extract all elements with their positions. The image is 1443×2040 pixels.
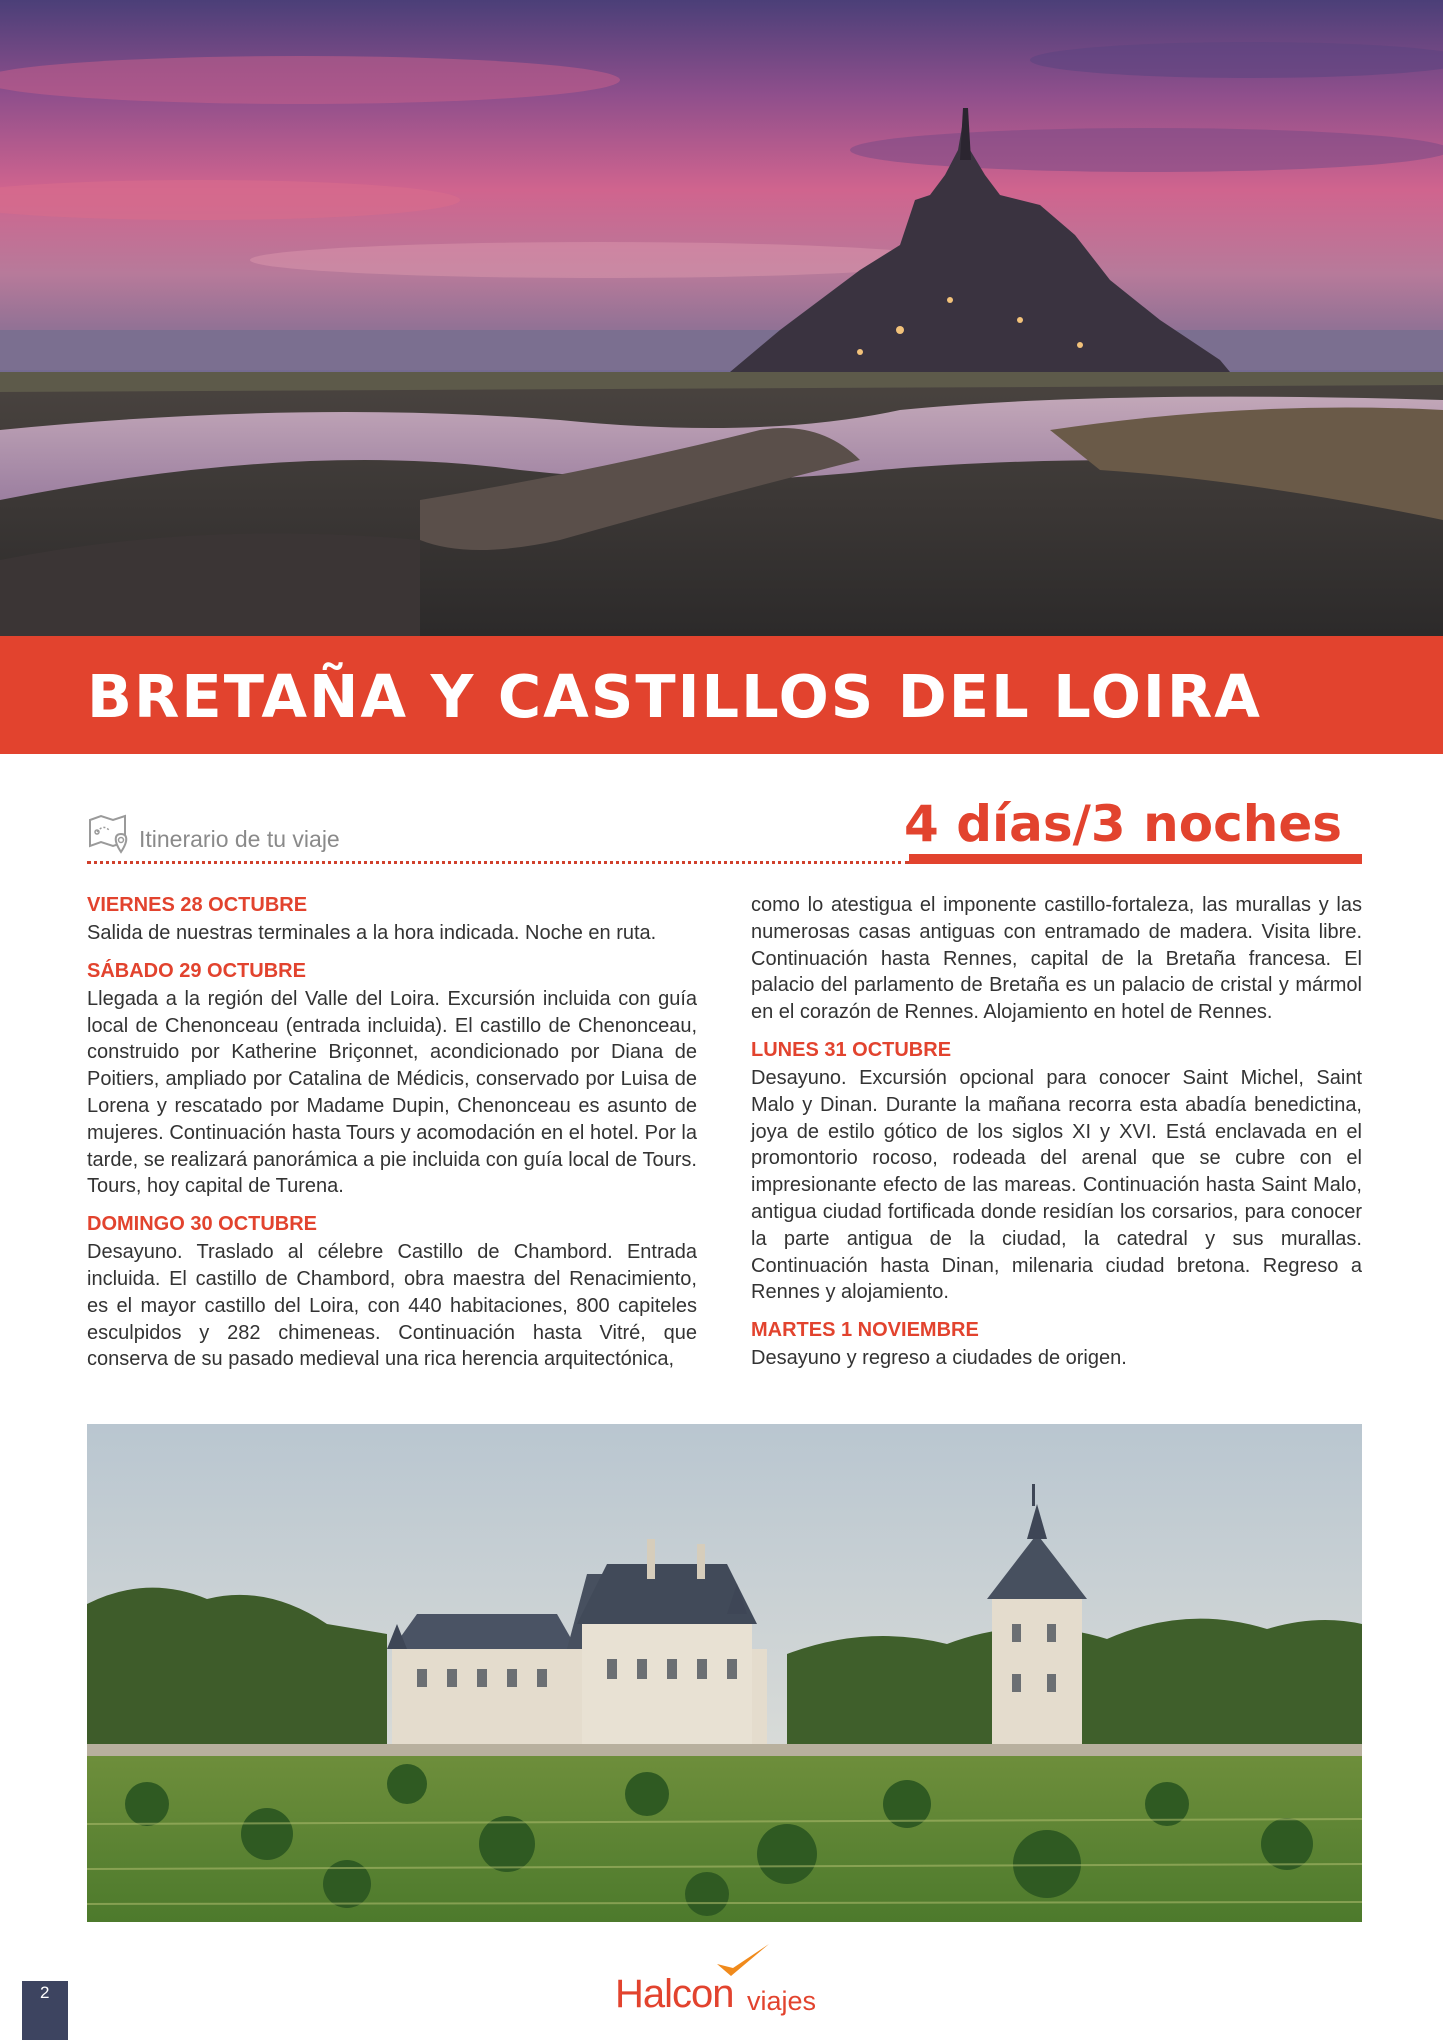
page-title: BRETAÑA Y CASTILLOS DEL LOIRA xyxy=(87,662,1262,731)
trip-duration: 4 días/3 noches xyxy=(904,795,1342,853)
day-description: Salida de nuestras terminales a la hora indicada. Noche en ruta. xyxy=(87,922,657,944)
day-heading: MARTES 1 NOVIEMBRE xyxy=(751,1319,979,1342)
day-description: Desayuno y regreso a ciudades de origen. xyxy=(751,1347,1127,1370)
day-description: Desayuno. Excursión opcional para conocer Saint Michel, Saint Malo y Dinan. Durante la mañana recorra esta abadía benedictina, joya de estilo gótico de los siglos XI y XVI. Está enclavada en el promontorio rocoso, rodeada del arenal que se cubre con el impresionante efecto de las mareas. Continuación hasta Saint Malo, antigua ciudad fortificada donde residían los corsarios, para conocer la parte antigua de la ciudad, la catedral y sus murallas. Continuación hasta Dinan, milenaria ciudad bretona. Regreso a Rennes y alojamiento. xyxy=(751,1066,1362,1304)
day-heading: LUNES 31 OCTUBRE xyxy=(751,1038,952,1061)
day-item xyxy=(87,892,697,947)
day-heading: SÁBADO 29 OCTUBRE xyxy=(87,959,306,982)
page-number: 2 xyxy=(40,1983,50,2002)
day-item xyxy=(87,1211,697,1373)
itinerary-label: Itinerario de tu viaje xyxy=(139,826,340,852)
logo-sub-text: viajes xyxy=(747,1986,817,2016)
itinerary-column-right xyxy=(751,892,1362,1383)
day-description: como lo atestigua el imponente castillo-fortaleza, las murallas y las numerosas casas antiguas con entramado de madera. Visita libre. Continuación hasta Rennes, capital de la Bretaña francesa. El palacio del parlamento de Bretaña es un palacio de cristal y mármol en el corazón de Rennes. Alojamiento en hotel de Rennes. xyxy=(751,894,1362,1024)
halcon-viajes-logo xyxy=(615,1942,835,2022)
day-heading: DOMINGO 30 OCTUBRE xyxy=(87,1213,318,1236)
itinerary-header xyxy=(87,795,1362,866)
day-item xyxy=(751,1317,1362,1372)
duration-underline xyxy=(909,854,1362,864)
dotted-divider xyxy=(87,861,909,864)
day-heading: VIERNES 28 OCTUBRE xyxy=(87,894,308,916)
day-continuation xyxy=(751,892,1362,1026)
logo-main-text: Halcon xyxy=(615,1972,734,2016)
day-item xyxy=(87,958,697,1200)
map-pin-icon xyxy=(87,810,133,856)
itinerary-column-left xyxy=(87,892,697,1384)
day-description: Llegada a la región del Valle del Loira. Excursión incluida con guía local de Chenonceau (entrada incluida). El castillo de Chenonceau, construido por Katherine Briçonnet, acondicionado por Diana de Poitiers, ampliado por Catalina de Médicis, conservado por Luisa de Lorena y rescatado por Madame Dupin, Chenonceau es asunto de mujeres. Continuación hasta Tours y acomodación en el hotel. Por la tarde, se realizará panorámica a pie incluida con guía local de Tours. Tours, hoy capital de Turena. xyxy=(87,987,697,1198)
hero-image-mont-saint-michel xyxy=(0,0,1443,636)
day-description: Desayuno. Traslado al célebre Castillo de Chambord. Entrada incluida. El castillo de Chambord, obra maestra del Renacimiento, es el mayor castillo del Loira, con 440 habitaciones, 800 capiteles esculpidos y 282 chimeneas. Continuación hasta Vitré, que conserva de su pasado medieval una rica herencia arquitectónica, xyxy=(87,1241,697,1371)
castle-image-chenonceau xyxy=(87,1424,1362,1922)
day-item xyxy=(751,1037,1362,1306)
title-band xyxy=(0,636,1443,754)
